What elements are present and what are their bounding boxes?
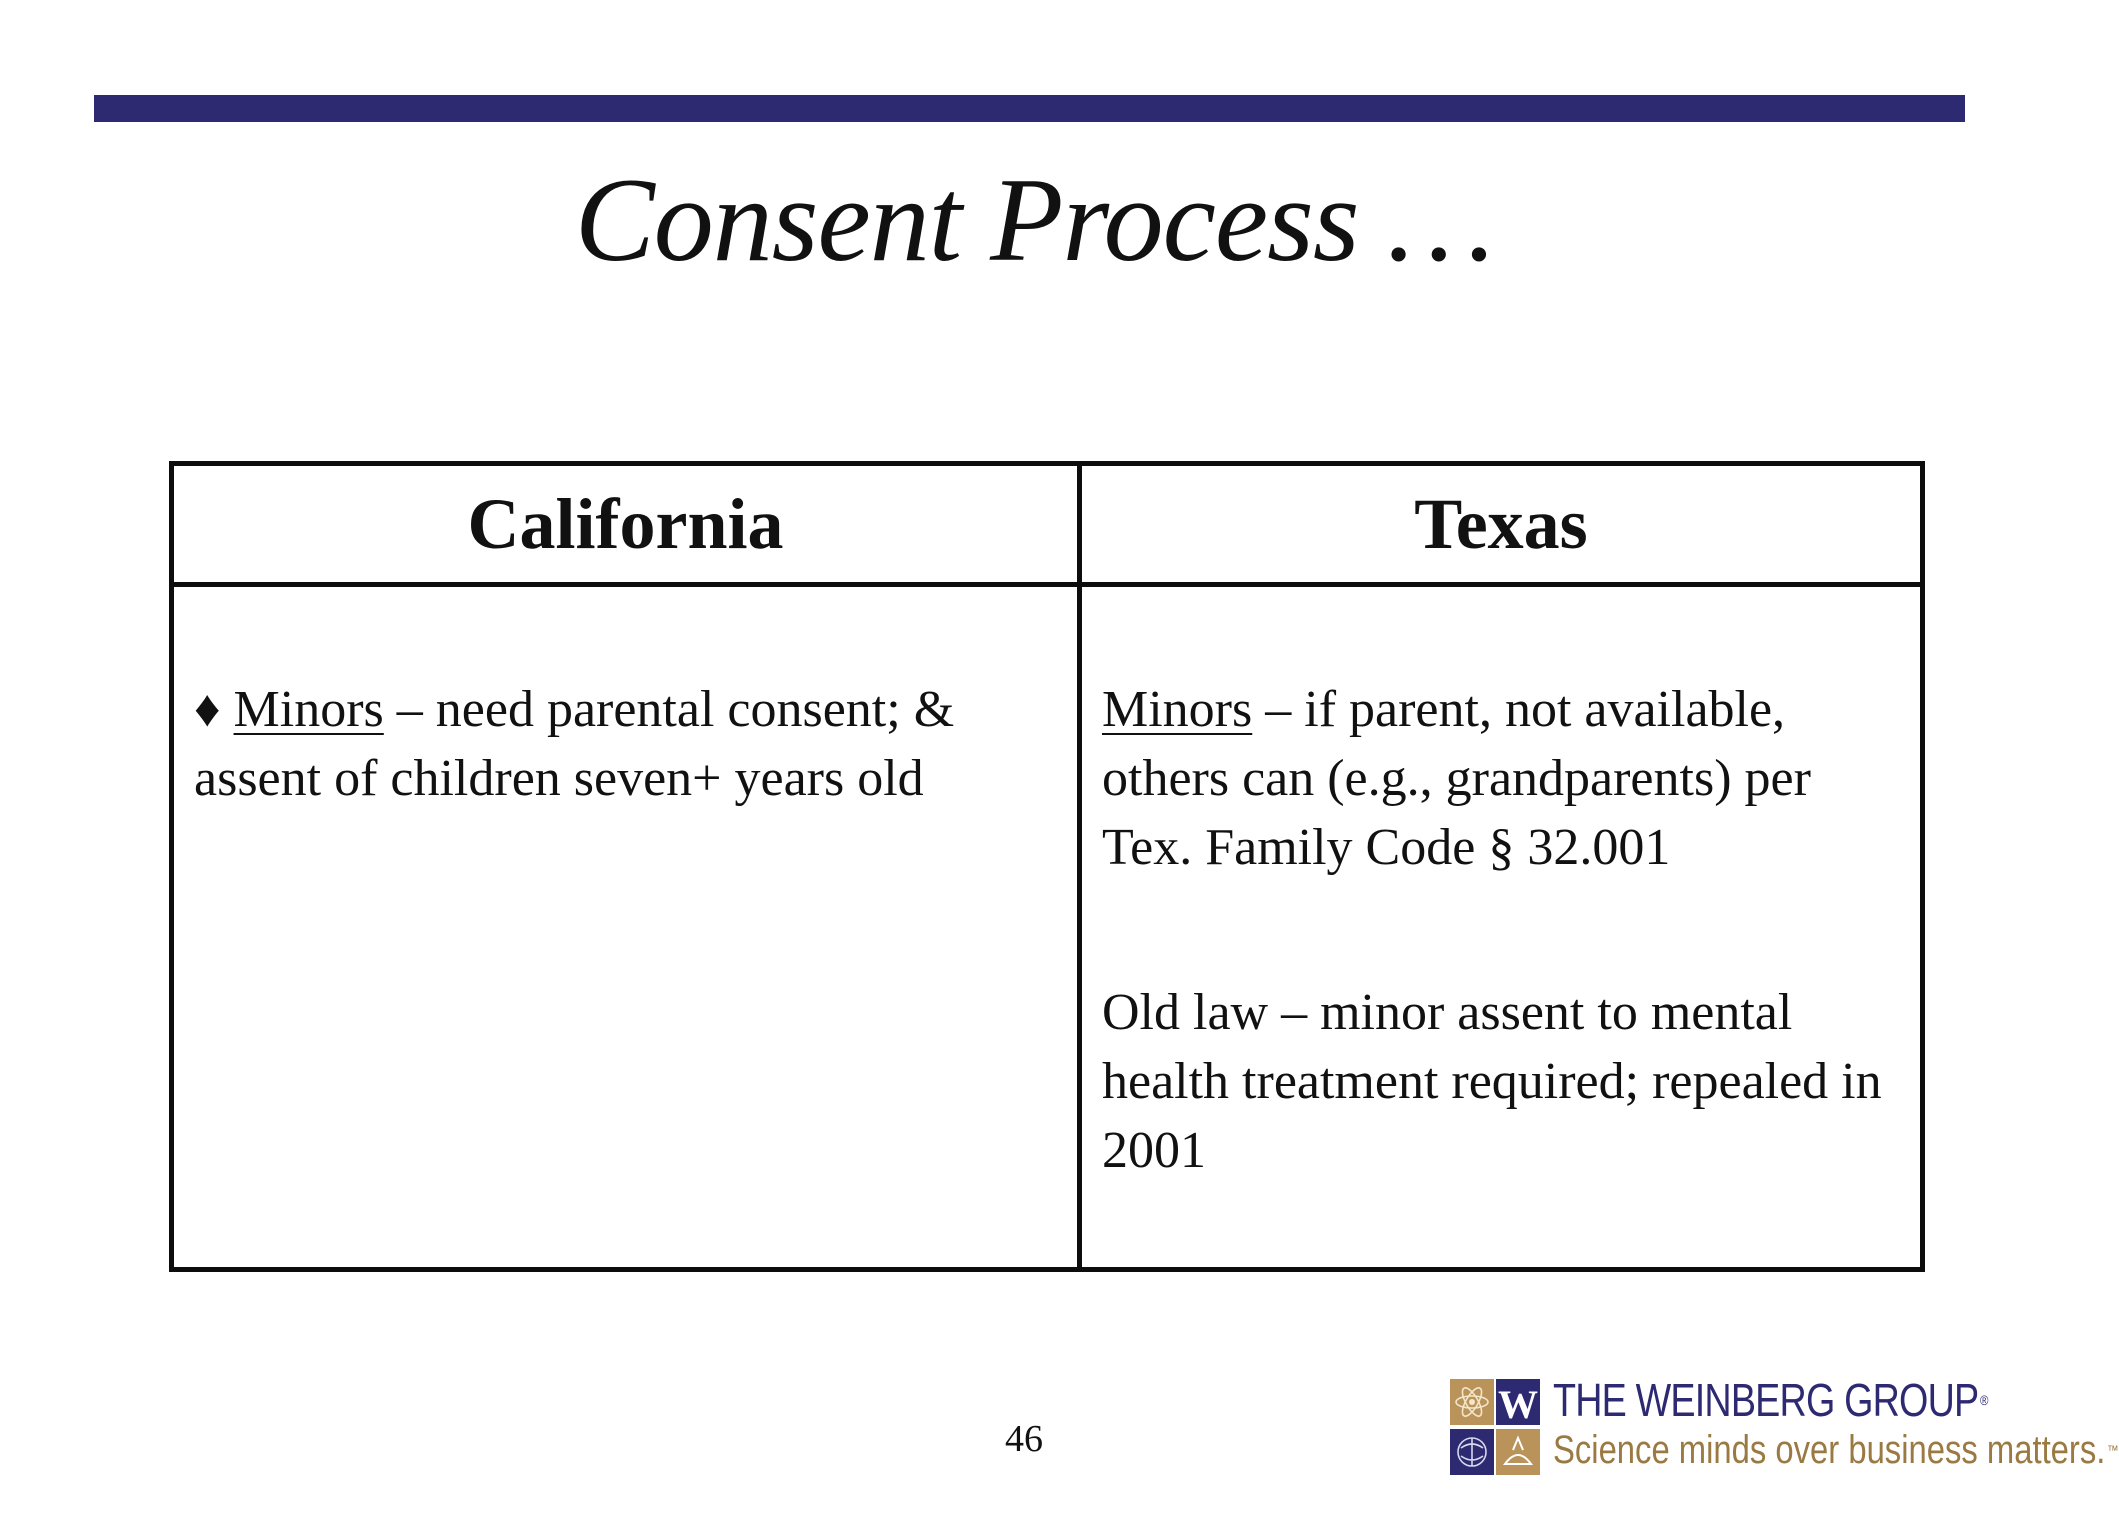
trademark-mark: ™ xyxy=(2107,1442,2119,1458)
comparison-table xyxy=(169,461,1925,1272)
slide-title: Consent Process … xyxy=(574,153,1494,286)
weinberg-emblem-icon xyxy=(1449,1378,1541,1476)
top-rule xyxy=(94,95,1965,122)
svg-text:W: W xyxy=(1498,1382,1538,1427)
content-row xyxy=(172,585,1923,1270)
california-cell xyxy=(172,585,1080,1270)
weinberg-group-logo xyxy=(1449,1374,2119,1476)
texas-term: Minors xyxy=(1102,681,1253,738)
page-number: 46 xyxy=(1005,1418,1043,1460)
texas-text-1: – if parent, not available, others can (e.g., grandparents) per Tex. Family Code § 32.001 xyxy=(1102,681,1811,876)
texas-cell xyxy=(1080,585,1923,1270)
header-row xyxy=(172,464,1923,585)
texas-paragraph-2: Old law – minor assent to mental health treatment required; repealed in 2001 xyxy=(1102,984,1882,1179)
california-paragraph xyxy=(174,587,1077,813)
logo-tagline: Science minds over business matters. ™ xyxy=(1553,1428,2119,1472)
registered-mark: ® xyxy=(1979,1392,1988,1408)
california-term: Minors xyxy=(233,681,384,738)
header-california: California xyxy=(172,464,1080,585)
diamond-bullet-icon: ♦ xyxy=(194,681,221,738)
texas-paragraph-1 xyxy=(1102,675,1890,882)
california-text: – need parental consent; & assent of children seven+ years old xyxy=(194,681,955,807)
logo-company-name: THE WEINBERG GROUP ® xyxy=(1553,1374,1988,1426)
header-texas: Texas xyxy=(1080,464,1923,585)
